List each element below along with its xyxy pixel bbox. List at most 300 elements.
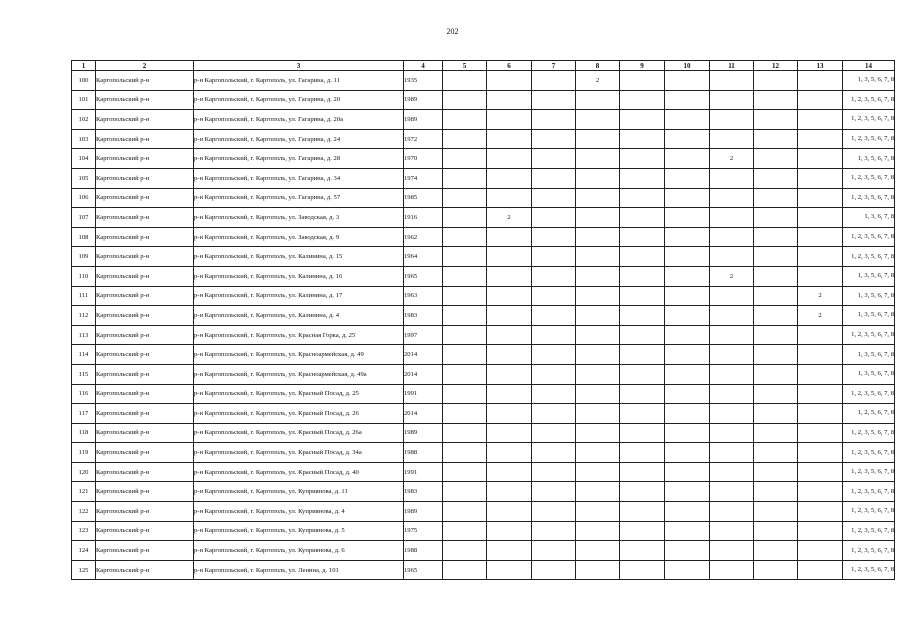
year-cell: 1985 [404,188,443,208]
year-cell: 1997 [404,325,443,345]
col12-cell [754,208,798,228]
col14-cell: 1, 3, 5, 6, 7, 8 [843,286,895,306]
col10-cell [665,188,710,208]
table-row [72,71,895,91]
col7-cell [532,149,576,169]
col8-cell [576,364,620,384]
col13-cell: 2 [798,306,843,326]
col6-cell [487,423,532,443]
col9-cell [620,345,665,365]
col5-cell [443,443,487,463]
column-header: 12 [754,61,798,71]
col9-cell [620,149,665,169]
col11-cell [710,325,754,345]
table-row [72,462,895,482]
table-row [72,306,895,326]
col6-cell [487,384,532,404]
col5-cell [443,364,487,384]
year-cell: 1963 [404,286,443,306]
district-cell: Каргопольский р-н [96,71,194,91]
col7-cell [532,227,576,247]
col9-cell [620,71,665,91]
col5-cell [443,541,487,561]
col5-cell [443,129,487,149]
col8-cell [576,168,620,188]
col5-cell [443,208,487,228]
col6-cell [487,306,532,326]
col5-cell [443,462,487,482]
col9-cell [620,188,665,208]
col6-cell [487,482,532,502]
col13-cell [798,502,843,522]
year-cell: 2014 [404,345,443,365]
col8-cell [576,188,620,208]
col6-cell [487,325,532,345]
col5-cell [443,560,487,580]
table-row [72,266,895,286]
col12-cell [754,188,798,208]
address-cell: р-н Каргопольский, г. Каргополь, ул. Красный Посад, д. 26а [194,423,404,443]
col13-cell [798,247,843,267]
col7-cell [532,423,576,443]
column-header: 1 [72,61,96,71]
col11-cell [710,345,754,365]
address-cell: р-н Каргопольский, г. Каргополь, ул. Красный Посад, д. 26 [194,404,404,424]
district-cell: Каргопольский р-н [96,482,194,502]
district-cell: Каргопольский р-н [96,247,194,267]
col13-cell [798,345,843,365]
district-cell: Каргопольский р-н [96,384,194,404]
column-header: 13 [798,61,843,71]
col14-cell: 1, 3, 5, 6, 7, 8 [843,345,895,365]
table-row [72,129,895,149]
col6-cell [487,227,532,247]
col9-cell [620,247,665,267]
address-cell: р-н Каргопольский, г. Каргополь, ул. Гагарина, д. 28 [194,149,404,169]
col7-cell [532,90,576,110]
col13-cell [798,541,843,561]
col6-cell [487,188,532,208]
row-number-cell: 125 [72,560,96,580]
row-number-cell: 109 [72,247,96,267]
col6-cell [487,110,532,130]
col5-cell [443,286,487,306]
col10-cell [665,129,710,149]
col12-cell [754,541,798,561]
col12-cell [754,227,798,247]
table-row [72,502,895,522]
address-cell: р-н Каргопольский, г. Каргополь, ул. Гагарина, д. 11 [194,71,404,91]
district-cell: Каргопольский р-н [96,149,194,169]
col13-cell: 2 [798,286,843,306]
col5-cell [443,521,487,541]
year-cell: 1970 [404,149,443,169]
col6-cell [487,462,532,482]
col8-cell [576,482,620,502]
col14-cell: 1, 3, 6, 7, 8 [843,208,895,228]
col10-cell [665,71,710,91]
col12-cell [754,462,798,482]
col8-cell [576,404,620,424]
row-number-cell: 118 [72,423,96,443]
table-row [72,227,895,247]
row-number-cell: 100 [72,71,96,91]
col12-cell [754,560,798,580]
year-cell: 1989 [404,110,443,130]
col10-cell [665,384,710,404]
col10-cell [665,345,710,365]
col7-cell [532,325,576,345]
year-cell: 1988 [404,541,443,561]
col12-cell [754,443,798,463]
col13-cell [798,364,843,384]
column-header: 10 [665,61,710,71]
col14-cell: 1, 2, 3, 5, 6, 7, 8 [843,462,895,482]
col7-cell [532,384,576,404]
col12-cell [754,129,798,149]
col8-cell [576,90,620,110]
col6-cell [487,129,532,149]
col6-cell [487,560,532,580]
year-cell: 1988 [404,443,443,463]
col9-cell [620,521,665,541]
col5-cell [443,168,487,188]
col12-cell [754,306,798,326]
year-cell: 1989 [404,90,443,110]
address-cell: р-н Каргопольский, г. Каргополь, ул. Красноармейская, д. 49а [194,364,404,384]
address-cell: р-н Каргопольский, г. Каргополь, ул. Калинина, д. 17 [194,286,404,306]
col5-cell [443,306,487,326]
col5-cell [443,71,487,91]
col11-cell [710,462,754,482]
address-cell: р-н Каргопольский, г. Каргополь, ул. Гагарина, д. 20 [194,90,404,110]
registry-table [71,60,895,580]
district-cell: Каргопольский р-н [96,560,194,580]
col14-cell: 1, 3, 5, 6, 7, 8 [843,306,895,326]
col11-cell [710,168,754,188]
col13-cell [798,325,843,345]
column-header: 11 [710,61,754,71]
address-cell: р-н Каргопольский, г. Каргополь, ул. Куприянова, д. 4 [194,502,404,522]
col13-cell [798,443,843,463]
col11-cell: 2 [710,149,754,169]
col7-cell [532,521,576,541]
table-row [72,443,895,463]
district-cell: Каргопольский р-н [96,129,194,149]
col7-cell [532,502,576,522]
row-number-cell: 112 [72,306,96,326]
year-cell: 1965 [404,560,443,580]
column-header: 6 [487,61,532,71]
col6-cell [487,502,532,522]
col12-cell [754,325,798,345]
row-number-cell: 115 [72,364,96,384]
col10-cell [665,247,710,267]
col9-cell [620,208,665,228]
col11-cell [710,423,754,443]
col14-cell: 1, 2, 3, 5, 6, 7, 8 [843,384,895,404]
col8-cell [576,462,620,482]
column-header: 14 [843,61,895,71]
row-number-cell: 117 [72,404,96,424]
year-cell: 2014 [404,364,443,384]
col8-cell [576,306,620,326]
col9-cell [620,423,665,443]
table-row [72,110,895,130]
col8-cell [576,560,620,580]
district-cell: Каргопольский р-н [96,404,194,424]
address-cell: р-н Каргопольский, г. Каргополь, ул. Калинина, д. 16 [194,266,404,286]
district-cell: Каргопольский р-н [96,90,194,110]
table-row [72,208,895,228]
district-cell: Каргопольский р-н [96,502,194,522]
district-cell: Каргопольский р-н [96,325,194,345]
row-number-cell: 106 [72,188,96,208]
year-cell: 2014 [404,404,443,424]
col14-cell: 1, 3, 5, 6, 7, 8 [843,149,895,169]
district-cell: Каргопольский р-н [96,188,194,208]
col14-cell: 1, 2, 3, 5, 6, 7, 8 [843,423,895,443]
col6-cell [487,443,532,463]
col12-cell [754,266,798,286]
col8-cell [576,149,620,169]
address-cell: р-н Каргопольский, г. Каргополь, ул. Красноармейская, д. 49 [194,345,404,365]
table-row [72,168,895,188]
col9-cell [620,129,665,149]
col14-cell: 1, 2, 3, 5, 6, 7, 8 [843,227,895,247]
year-cell: 1983 [404,306,443,326]
row-number-cell: 104 [72,149,96,169]
col7-cell [532,404,576,424]
table-row [72,247,895,267]
col8-cell [576,110,620,130]
col11-cell [710,384,754,404]
col14-cell: 1, 2, 3, 5, 6, 7, 8 [843,110,895,130]
district-cell: Каргопольский р-н [96,208,194,228]
table-row [72,364,895,384]
col10-cell [665,168,710,188]
col14-cell: 1, 2, 3, 5, 6, 7, 8 [843,325,895,345]
table-row [72,90,895,110]
col8-cell [576,521,620,541]
district-cell: Каргопольский р-н [96,306,194,326]
col8-cell [576,208,620,228]
col12-cell [754,521,798,541]
col13-cell [798,482,843,502]
col11-cell [710,208,754,228]
col6-cell [487,404,532,424]
col14-cell: 1, 2, 3, 5, 6, 7, 8 [843,443,895,463]
table-row [72,345,895,365]
header-row [72,61,895,71]
col13-cell [798,71,843,91]
col7-cell [532,306,576,326]
col6-cell [487,71,532,91]
col14-cell: 1, 2, 3, 5, 6, 7, 8 [843,482,895,502]
row-number-cell: 103 [72,129,96,149]
col10-cell [665,502,710,522]
col12-cell [754,71,798,91]
table-row [72,404,895,424]
col12-cell [754,482,798,502]
row-number-cell: 102 [72,110,96,130]
col7-cell [532,129,576,149]
col11-cell: 2 [710,266,754,286]
col9-cell [620,227,665,247]
col12-cell [754,247,798,267]
col7-cell [532,482,576,502]
col11-cell [710,541,754,561]
year-cell: 1964 [404,247,443,267]
col13-cell [798,208,843,228]
table-row [72,482,895,502]
row-number-cell: 105 [72,168,96,188]
year-cell: 1983 [404,482,443,502]
table-row [72,560,895,580]
col9-cell [620,502,665,522]
col5-cell [443,482,487,502]
year-cell: 1991 [404,462,443,482]
table-row [72,286,895,306]
col13-cell [798,168,843,188]
col14-cell: 1, 3, 5, 6, 7, 8 [843,266,895,286]
year-cell: 1975 [404,521,443,541]
address-cell: р-н Каргопольский, г. Каргополь, ул. Красная Горка, д. 25 [194,325,404,345]
col13-cell [798,129,843,149]
col13-cell [798,149,843,169]
column-header: 4 [404,61,443,71]
col13-cell [798,266,843,286]
column-header: 7 [532,61,576,71]
col14-cell: 1, 3, 5, 6, 7, 8 [843,364,895,384]
col5-cell [443,227,487,247]
col8-cell [576,227,620,247]
col11-cell [710,443,754,463]
table-row [72,521,895,541]
row-number-cell: 116 [72,384,96,404]
col10-cell [665,325,710,345]
col13-cell [798,110,843,130]
district-cell: Каргопольский р-н [96,286,194,306]
col10-cell [665,286,710,306]
col5-cell [443,110,487,130]
col13-cell [798,423,843,443]
row-number-cell: 114 [72,345,96,365]
column-header: 5 [443,61,487,71]
col9-cell [620,364,665,384]
col10-cell [665,306,710,326]
col8-cell [576,129,620,149]
col7-cell [532,443,576,463]
col12-cell [754,168,798,188]
col12-cell [754,110,798,130]
col9-cell [620,266,665,286]
col7-cell [532,110,576,130]
column-header: 2 [96,61,194,71]
row-number-cell: 111 [72,286,96,306]
col13-cell [798,227,843,247]
district-cell: Каргопольский р-н [96,345,194,365]
col11-cell [710,404,754,424]
col11-cell [710,247,754,267]
district-cell: Каргопольский р-н [96,227,194,247]
col13-cell [798,188,843,208]
col8-cell [576,502,620,522]
address-cell: р-н Каргопольский, г. Каргополь, ул. Куприянова, д. 6 [194,541,404,561]
col9-cell [620,404,665,424]
col10-cell [665,404,710,424]
col12-cell [754,384,798,404]
col13-cell [798,384,843,404]
col7-cell [532,286,576,306]
col6-cell [487,247,532,267]
address-cell: р-н Каргопольский, г. Каргополь, ул. Красный Посад, д. 34а [194,443,404,463]
col6-cell [487,149,532,169]
col8-cell [576,423,620,443]
col5-cell [443,325,487,345]
col12-cell [754,149,798,169]
col6-cell [487,286,532,306]
column-header: 8 [576,61,620,71]
col8-cell [576,384,620,404]
col10-cell [665,482,710,502]
col14-cell: 1, 2, 3, 5, 6, 7, 8 [843,168,895,188]
col9-cell [620,482,665,502]
col9-cell [620,541,665,561]
row-number-cell: 101 [72,90,96,110]
address-cell: р-н Каргопольский, г. Каргополь, ул. Куприянова, д. 11 [194,482,404,502]
address-cell: р-н Каргопольский, г. Каргополь, ул. Калинина, д. 4 [194,306,404,326]
col7-cell [532,266,576,286]
district-cell: Каргопольский р-н [96,462,194,482]
col5-cell [443,266,487,286]
col5-cell [443,90,487,110]
col9-cell [620,462,665,482]
address-cell: р-н Каргопольский, г. Каргополь, ул. Ленина, д. 101 [194,560,404,580]
col9-cell [620,286,665,306]
col5-cell [443,404,487,424]
address-cell: р-н Каргопольский, г. Каргополь, ул. Красный Посад, д. 40 [194,462,404,482]
address-cell: р-н Каргопольский, г. Каргополь, ул. Красный Посад, д. 25 [194,384,404,404]
col7-cell [532,462,576,482]
col7-cell [532,560,576,580]
col12-cell [754,345,798,365]
address-cell: р-н Каргопольский, г. Каргополь, ул. Гагарина, д. 24 [194,129,404,149]
col13-cell [798,521,843,541]
col9-cell [620,325,665,345]
col5-cell [443,423,487,443]
address-cell: р-н Каргопольский, г. Каргополь, ул. Гагарина, д. 20а [194,110,404,130]
col11-cell [710,227,754,247]
col14-cell: 1, 2, 3, 5, 6, 7, 8 [843,521,895,541]
col8-cell [576,325,620,345]
col8-cell [576,541,620,561]
column-header: 9 [620,61,665,71]
col11-cell [710,188,754,208]
col14-cell: 1, 2, 5, 6, 7, 8 [843,404,895,424]
col10-cell [665,266,710,286]
col11-cell [710,502,754,522]
district-cell: Каргопольский р-н [96,110,194,130]
district-cell: Каргопольский р-н [96,521,194,541]
col10-cell [665,443,710,463]
col8-cell: 2 [576,71,620,91]
col11-cell [710,521,754,541]
col8-cell [576,286,620,306]
col11-cell [710,306,754,326]
year-cell: 1991 [404,384,443,404]
district-cell: Каргопольский р-н [96,443,194,463]
